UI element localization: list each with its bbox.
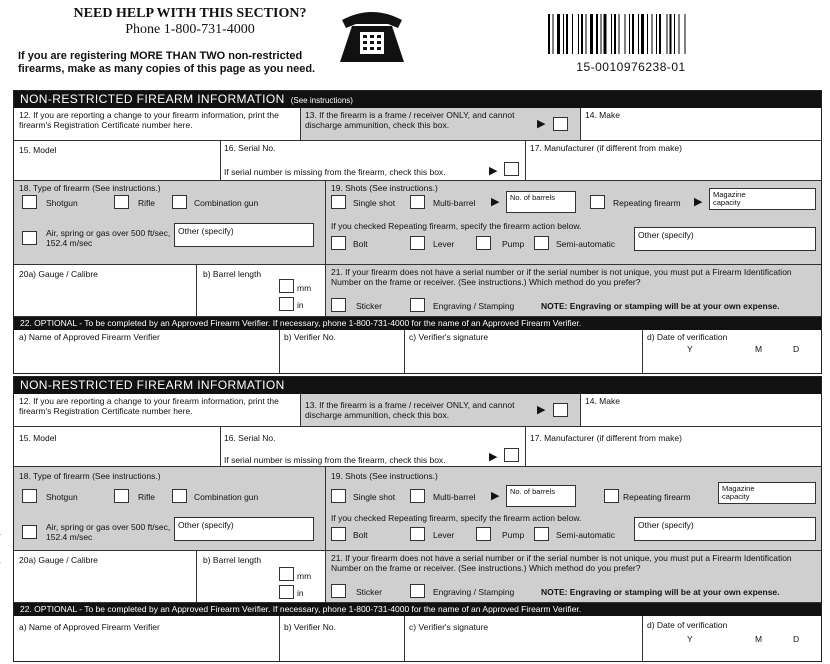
repeating-checkbox[interactable] (604, 489, 619, 503)
verification-date-label: d) Date of verification (647, 620, 728, 630)
engraving-label: Engraving / Stamping (433, 301, 515, 311)
sticker-label: Sticker (356, 301, 382, 311)
lever-label: Lever (433, 239, 455, 249)
field-12-cell[interactable] (14, 108, 301, 141)
field-14-cell[interactable] (581, 108, 821, 141)
verifier-name-cell[interactable] (14, 330, 280, 373)
in-checkbox[interactable] (279, 297, 294, 311)
in-label: in (297, 588, 304, 598)
form-code (0, 533, 1, 600)
copies-note: If you are registering MORE THAN TWO non-restricted firearms, make as many copies of this page as you need. (18, 50, 316, 75)
rifle-checkbox[interactable] (114, 195, 129, 209)
field-20b-cell[interactable] (197, 265, 326, 317)
field-17-cell[interactable] (526, 141, 821, 181)
magazine-capacity-input[interactable] (709, 188, 816, 210)
type-other-label: Other (specify) (178, 520, 234, 530)
field-18-label: 18. Type of firearm (See instructions.) (19, 471, 161, 481)
arrow-icon: ▶ (694, 196, 703, 208)
field-19-cell (326, 467, 821, 551)
verifier-signature-cell[interactable] (405, 330, 643, 373)
arrow-icon: ▶ (537, 404, 546, 416)
frame-only-checkbox[interactable] (553, 403, 568, 417)
bolt-label: Bolt (353, 530, 368, 540)
field-16-cell[interactable] (221, 427, 526, 467)
date-month-label: M (755, 634, 763, 644)
section-title: NON-RESTRICTED FIREARM INFORMATION (20, 92, 285, 106)
verifier-name-cell[interactable] (14, 616, 280, 661)
field-13-label: 13. If the firearm is a frame / receiver ONLY, and cannot discharge ammunition, check this box. (305, 110, 515, 130)
engraving-checkbox[interactable] (410, 298, 425, 312)
field-16-note: If serial number is missing from the firearm, check this box. (224, 455, 446, 465)
field-20a-cell[interactable] (14, 551, 197, 603)
field-20a-cell[interactable] (14, 265, 197, 317)
field-12-cell[interactable] (14, 394, 301, 427)
no-barrels-label: No. of barrels (510, 193, 556, 202)
multi-barrel-label: Multi-barrel (433, 198, 476, 208)
sticker-label: Sticker (356, 587, 382, 597)
lever-label: Lever (433, 530, 455, 540)
in-label: in (297, 300, 304, 310)
verifier-signature-cell[interactable] (405, 616, 643, 661)
field-21-cell (326, 265, 821, 317)
serial-missing-checkbox[interactable] (504, 448, 519, 462)
field-19-cell (326, 181, 821, 265)
date-day-label: D (793, 344, 800, 354)
pump-label: Pump (502, 530, 525, 540)
action-other-label: Other (specify) (638, 520, 694, 530)
multi-barrel-label: Multi-barrel (433, 492, 476, 502)
type-other-label: Other (specify) (178, 226, 234, 236)
shotgun-checkbox[interactable] (22, 195, 37, 209)
section-header (14, 91, 821, 108)
field-14-label: 14. Make (585, 110, 620, 120)
arrow-icon: ▶ (489, 165, 498, 177)
firearm-section-2 (13, 376, 822, 662)
date-year-label: Y (687, 344, 693, 354)
verifier-name-label: a) Name of Approved Firearm Verifier (19, 332, 160, 342)
field-20b-label: b) Barrel length (203, 269, 262, 279)
action-other-input[interactable] (634, 227, 816, 251)
field-20b-cell[interactable] (197, 551, 326, 603)
date-year-label: Y (687, 634, 693, 644)
engraving-note: NOTE: Engraving or stamping will be at your own expense. (541, 301, 780, 311)
repeating-checkbox[interactable] (590, 195, 605, 209)
field-13-cell (301, 394, 581, 427)
verification-date-label: d) Date of verification (647, 332, 728, 342)
help-phone: Phone 1-800-731-4000 (125, 22, 255, 37)
section-title: NON-RESTRICTED FIREARM INFORMATION (20, 378, 285, 392)
bolt-checkbox[interactable] (331, 527, 346, 541)
verifier-name-label: a) Name of Approved Firearm Verifier (19, 622, 160, 632)
field-12-label: 12. If you are reporting a change to your firearm information, print the firearm's Registration Certificate number here. (19, 396, 279, 416)
magazine-capacity-input[interactable] (718, 482, 816, 504)
mm-checkbox[interactable] (279, 567, 294, 581)
mm-label: mm (297, 571, 312, 581)
section-22-header: 22. OPTIONAL - To be completed by an Approved Firearm Verifier. If necessary, phone 1-800-731-4000 for the name of an Approved Firearm Verifier. (14, 603, 821, 616)
semi-automatic-label: Semi-automatic (556, 239, 616, 249)
air-gun-checkbox[interactable] (22, 525, 37, 539)
help-title-text: NEED HELP WITH THIS SECTION? (73, 6, 307, 21)
field-20b-label: b) Barrel length (203, 555, 262, 565)
rifle-checkbox[interactable] (114, 489, 129, 503)
rifle-label: Rifle (138, 198, 156, 208)
date-month-label: M (755, 344, 763, 354)
no-barrels-input[interactable] (506, 485, 576, 507)
sticker-checkbox[interactable] (331, 298, 346, 312)
pump-label: Pump (502, 239, 525, 249)
field-15-label: 15. Model (19, 433, 57, 443)
verification-date-cell[interactable] (643, 330, 821, 373)
barcode-number: 15-0010976238-01 (576, 60, 686, 74)
engraving-label: Engraving / Stamping (433, 587, 515, 597)
help-title (70, 6, 310, 38)
verifier-no-cell[interactable] (280, 616, 405, 661)
action-other-input[interactable] (634, 517, 816, 541)
combination-gun-label: Combination gun (194, 492, 259, 502)
arrow-icon: ▶ (491, 490, 500, 502)
field-14-label: 14. Make (585, 396, 620, 406)
bolt-checkbox[interactable] (331, 236, 346, 250)
shotgun-label: Shotgun (46, 198, 78, 208)
bolt-label: Bolt (353, 239, 368, 249)
verifier-no-label: b) Verifier No. (284, 622, 336, 632)
field-18-label: 18. Type of firearm (See instructions.) (19, 183, 161, 193)
air-gun-label: Air, spring or gas over 500 ft/sec, 152.4 m/sec (46, 522, 171, 542)
verifier-signature-label: c) Verifier's signature (409, 332, 489, 342)
type-other-input[interactable] (174, 223, 314, 247)
field-21-label: 21. If your firearm does not have a serial number or if the serial number is not unique, you must put a Firearm Identification Number on the frame or receiver. (See instructions.) Which method do you prefer? (331, 267, 792, 287)
field-16-note: If serial number is missing from the firearm, check this box. (224, 167, 446, 177)
multi-barrel-checkbox[interactable] (410, 489, 425, 503)
field-17-label: 17. Manufacturer (if different from make) (530, 433, 682, 443)
field-21-label: 21. If your firearm does not have a serial number or if the serial number is not unique, you must put a Firearm Identification Number on the frame or receiver. (See instructions.) Which method do you prefer? (331, 553, 792, 573)
field-16-cell[interactable] (221, 141, 526, 181)
field-14-cell[interactable] (581, 394, 821, 427)
field-21-cell (326, 551, 821, 603)
action-other-label: Other (specify) (638, 230, 694, 240)
lever-checkbox[interactable] (410, 236, 425, 250)
single-shot-checkbox[interactable] (331, 489, 346, 503)
verification-date-cell[interactable] (643, 616, 821, 661)
repeating-label: Repeating firearm (623, 492, 691, 502)
date-day-label: D (793, 634, 800, 644)
telephone-icon (332, 6, 412, 70)
field-15-cell[interactable] (14, 427, 221, 467)
single-shot-checkbox[interactable] (331, 195, 346, 209)
mm-label: mm (297, 283, 312, 293)
field-15-cell[interactable] (14, 141, 221, 181)
verifier-no-label: b) Verifier No. (284, 332, 336, 342)
combination-gun-checkbox[interactable] (172, 195, 187, 209)
semi-automatic-label: Semi-automatic (556, 530, 616, 540)
shotgun-label: Shotgun (46, 492, 78, 502)
repeating-label: Repeating firearm (613, 198, 681, 208)
air-gun-label: Air, spring or gas over 500 ft/sec, 152.4 m/sec (46, 228, 171, 248)
magazine-capacity-label: Magazine capacity (713, 190, 746, 207)
verifier-no-cell[interactable] (280, 330, 405, 373)
field-16-label: 16. Serial No. (224, 433, 276, 443)
field-16-label: 16. Serial No. (224, 143, 276, 153)
field-17-cell[interactable] (526, 427, 821, 467)
engraving-checkbox[interactable] (410, 584, 425, 598)
combination-gun-checkbox[interactable] (172, 489, 187, 503)
single-shot-label: Single shot (353, 198, 396, 208)
field-13-cell (301, 108, 581, 141)
field-20a-label: 20a) Gauge / Calibre (19, 555, 98, 565)
field-18-cell (14, 181, 326, 265)
repeating-note: If you checked Repeating firearm, specify the firearm action below. (331, 221, 582, 231)
verifier-signature-label: c) Verifier's signature (409, 622, 489, 632)
pump-checkbox[interactable] (476, 236, 491, 250)
lever-checkbox[interactable] (410, 527, 425, 541)
field-20a-label: 20a) Gauge / Calibre (19, 269, 98, 279)
single-shot-label: Single shot (353, 492, 396, 502)
type-other-input[interactable] (174, 517, 314, 541)
sticker-checkbox[interactable] (331, 584, 346, 598)
no-barrels-label: No. of barrels (510, 487, 556, 496)
shotgun-checkbox[interactable] (22, 489, 37, 503)
see-instructions: (See instructions) (290, 96, 353, 105)
repeating-note: If you checked Repeating firearm, specify the firearm action below. (331, 513, 582, 523)
arrow-icon: ▶ (489, 451, 498, 463)
engraving-note: NOTE: Engraving or stamping will be at your own expense. (541, 587, 780, 597)
field-17-label: 17. Manufacturer (if different from make) (530, 143, 682, 153)
arrow-icon: ▶ (537, 118, 546, 130)
field-13-label: 13. If the firearm is a frame / receiver ONLY, and cannot discharge ammunition, check this box. (305, 400, 515, 420)
pump-checkbox[interactable] (476, 527, 491, 541)
multi-barrel-checkbox[interactable] (410, 195, 425, 209)
field-12-label: 12. If you are reporting a change to your firearm information, print the firearm's Registration Certificate number here. (19, 110, 279, 130)
air-gun-checkbox[interactable] (22, 231, 37, 245)
semi-automatic-checkbox[interactable] (534, 527, 549, 541)
firearm-section-1 (13, 90, 822, 374)
magazine-capacity-label: Magazine capacity (722, 484, 755, 501)
arrow-icon: ▶ (491, 196, 500, 208)
field-15-label: 15. Model (19, 145, 57, 155)
mm-checkbox[interactable] (279, 279, 294, 293)
serial-missing-checkbox[interactable] (504, 162, 519, 176)
section-header (14, 377, 821, 394)
barcode-icon (548, 14, 714, 54)
field-18-cell (14, 467, 326, 551)
field-19-label: 19. Shots (See instructions.) (331, 471, 438, 481)
field-19-label: 19. Shots (See instructions.) (331, 183, 438, 193)
rifle-label: Rifle (138, 492, 156, 502)
no-barrels-input[interactable] (506, 191, 576, 213)
section-22-header: 22. OPTIONAL - To be completed by an Approved Firearm Verifier. If necessary, phone 1-800-731-4000 for the name of an Approved Firearm Verifier. (14, 317, 821, 330)
semi-automatic-checkbox[interactable] (534, 236, 549, 250)
in-checkbox[interactable] (279, 585, 294, 599)
combination-gun-label: Combination gun (194, 198, 259, 208)
frame-only-checkbox[interactable] (553, 117, 568, 131)
